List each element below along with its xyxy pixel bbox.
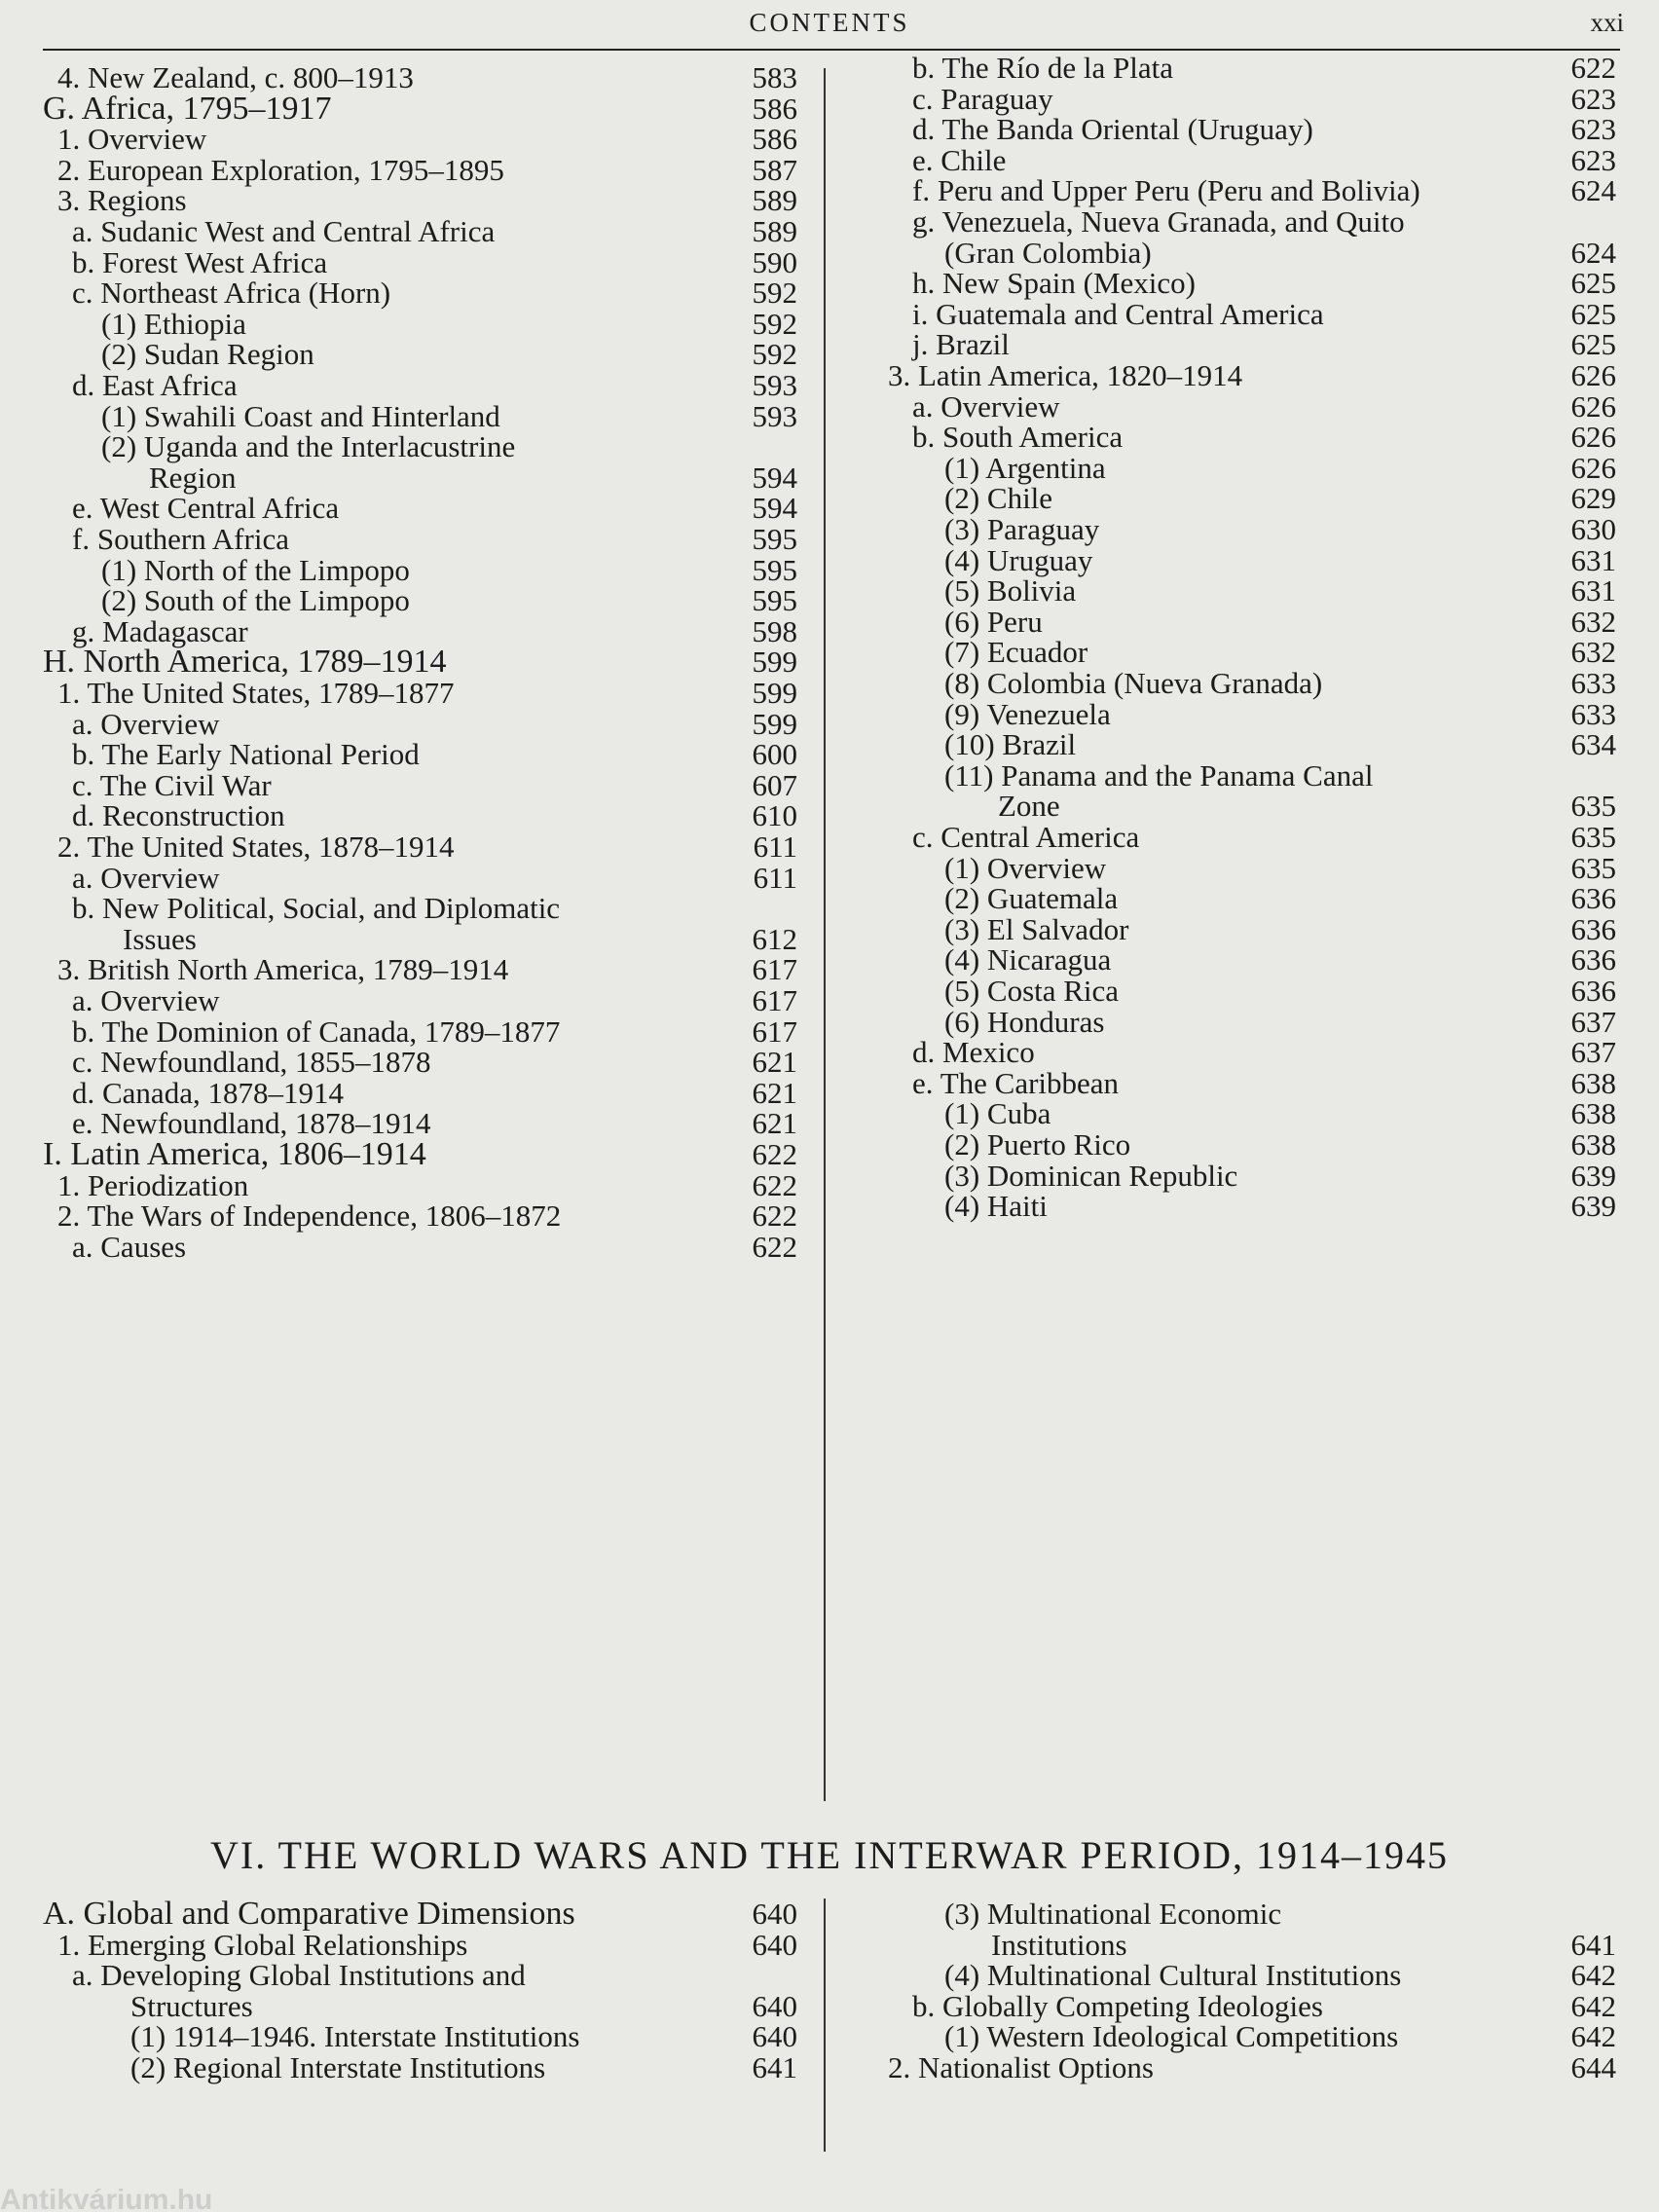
toc-page-number: 626 (1570, 420, 1616, 455)
toc-page-number: 595 (752, 522, 797, 556)
toc-page-number: 639 (1570, 1158, 1616, 1193)
toc-entry: (3) Multinational Economic (944, 1897, 1282, 1931)
toc-entry: (1) Swahili Coast and Hinterland (101, 398, 500, 433)
toc-page-number: 607 (752, 767, 797, 802)
toc-entry: (6) Peru (944, 604, 1043, 639)
toc-entry: (4) Haiti (944, 1189, 1048, 1224)
page-number: xxi (1590, 8, 1624, 37)
toc-left-column (43, 60, 797, 1813)
toc-entry: b. New Political, Social, and Diplomatic (72, 891, 561, 926)
toc-page-number: 635 (1570, 820, 1616, 854)
toc-entry: (3) Paraguay (944, 512, 1100, 546)
toc-entry: a. Sudanic West and Central Africa (72, 214, 496, 248)
toc-entry: (11) Panama and the Panama Canal (944, 757, 1374, 793)
toc-entry: d. East Africa (72, 368, 238, 402)
toc-entry: 1. Periodization (57, 1167, 249, 1202)
toc-entry: e. Chile (912, 142, 1007, 177)
toc-entry: b. Globally Competing Ideologies (912, 1988, 1323, 2023)
toc-page-number: 592 (752, 337, 797, 372)
toc-entry: (2) Sudan Region (101, 337, 314, 372)
toc-entry: a. Overview (912, 388, 1060, 424)
toc-page-number: 621 (752, 1075, 797, 1110)
toc-entry: d. Canada, 1878–1914 (72, 1075, 344, 1110)
toc-entry: (5) Bolivia (944, 573, 1077, 608)
toc-page-number: 589 (752, 214, 797, 248)
toc-page-number: 622 (1570, 51, 1616, 85)
toc-page-number: 589 (752, 183, 797, 218)
toc-page-number: 625 (1570, 327, 1616, 362)
toc-entry: 3. Regions (57, 183, 187, 218)
toc-entry: (8) Colombia (Nueva Granada) (944, 666, 1323, 700)
toc-page-number: 632 (1570, 604, 1616, 639)
toc-page-number: 633 (1570, 696, 1616, 731)
toc-entry: (5) Costa Rica (944, 974, 1120, 1008)
toc-entry: c. The Civil War (72, 767, 272, 802)
toc-page-number: 617 (752, 952, 797, 987)
toc-entry: 4. New Zealand, c. 800–1913 (57, 60, 414, 94)
toc-entry: c. Paraguay (912, 81, 1053, 116)
toc-entry: (4) Nicaragua (944, 942, 1112, 977)
toc-page-number: 594 (752, 460, 797, 495)
toc-entry: (Gran Colombia) (944, 235, 1152, 270)
toc-page-number: 640 (752, 2019, 797, 2054)
toc-page-number: 623 (1570, 81, 1616, 116)
toc-entry: (2) Puerto Rico (944, 1127, 1131, 1161)
toc-entry: Zone (998, 789, 1060, 824)
toc-page-number: 644 (1570, 2050, 1616, 2084)
toc-page-number: 622 (752, 1198, 797, 1234)
toc-page-number: 637 (1570, 1004, 1616, 1039)
toc-page-number: 630 (1570, 512, 1616, 546)
toc-entry: f. Southern Africa (72, 522, 289, 556)
toc-page-number: 617 (752, 983, 797, 1017)
toc-entry: g. Venezuela, Nueva Granada, and Quito (912, 204, 1405, 239)
toc-entry: (2) Guatemala (944, 881, 1119, 916)
toc-page-number: 640 (752, 1927, 797, 1962)
toc-entry: A. Global and Comparative Dimensions (43, 1896, 575, 1932)
toc-page-number: 617 (752, 1014, 797, 1049)
toc-entry: g. Madagascar (72, 613, 248, 648)
toc-page-number: 611 (753, 830, 797, 864)
toc-page-number: 586 (752, 122, 797, 157)
toc-entry: e. Newfoundland, 1878–1914 (72, 1106, 431, 1141)
toc-entry: d. Mexico (912, 1035, 1035, 1070)
toc-bottom-left-column (43, 1897, 797, 2169)
toc-page-number: 587 (752, 152, 797, 187)
toc-entry: b. The Early National Period (72, 737, 420, 772)
toc-page-number: 611 (753, 860, 797, 895)
toc-page-number: 636 (1570, 911, 1616, 946)
toc-entry: 2. Nationalist Options (888, 2050, 1154, 2084)
toc-page-number: 625 (1570, 296, 1616, 331)
toc-page-number: 639 (1570, 1189, 1616, 1224)
toc-page-number: 636 (1570, 942, 1616, 977)
toc-page-number: 623 (1570, 142, 1616, 177)
toc-page-number: 594 (752, 491, 797, 526)
toc-entry: H. North America, 1789–1914 (43, 644, 447, 681)
toc-page-number: 641 (1570, 1927, 1616, 1962)
toc-page-number: 641 (752, 2050, 797, 2084)
toc-page-number: 629 (1570, 481, 1616, 516)
toc-entry: b. The Río de la Plata (912, 51, 1174, 85)
watermark: Antikvárium.hu (0, 2189, 213, 2212)
toc-entry: a. Overview (72, 860, 220, 895)
toc-page-number: 593 (752, 398, 797, 433)
toc-entry: Structures (130, 1988, 253, 2023)
toc-entry: (2) South of the Limpopo (101, 583, 410, 618)
toc-page-number: 638 (1570, 1096, 1616, 1131)
toc-page-number: 631 (1570, 542, 1616, 577)
toc-page-number: 635 (1570, 850, 1616, 885)
toc-entry: (4) Uruguay (944, 542, 1093, 577)
toc-entry: (1) Cuba (944, 1096, 1051, 1131)
toc-entry: (3) Dominican Republic (944, 1158, 1238, 1193)
toc-page-number: 612 (752, 921, 797, 956)
toc-page-number: 610 (752, 798, 797, 833)
toc-page-number: 631 (1570, 573, 1616, 608)
toc-page-number: 599 (752, 645, 797, 680)
toc-entry: a. Overview (72, 983, 220, 1017)
toc-entry: 1. Emerging Global Relationships (57, 1927, 468, 1962)
toc-entry: b. The Dominion of Canada, 1789–1877 (72, 1014, 561, 1049)
toc-entry: b. Forest West Africa (72, 244, 328, 279)
toc-entry: j. Brazil (912, 327, 1010, 362)
part-title: VI. THE WORLD WARS AND THE INTERWAR PERIOD, 1914–1945 (210, 1833, 1449, 1877)
toc-entry: a. Causes (72, 1229, 187, 1264)
toc-entry: (6) Honduras (944, 1004, 1105, 1039)
toc-entry: e. The Caribbean (912, 1065, 1120, 1100)
toc-page-number: 583 (752, 60, 797, 94)
toc-page-number: 638 (1570, 1065, 1616, 1100)
toc-entry: 3. British North America, 1789–1914 (57, 952, 509, 987)
toc-entry: Issues (123, 921, 197, 956)
toc-page-number: 598 (752, 613, 797, 648)
toc-page-number: 638 (1570, 1127, 1616, 1161)
toc-entry: 2. The United States, 1878–1914 (57, 830, 455, 864)
toc-entry: e. West Central Africa (72, 491, 340, 526)
toc-entry: 1. Overview (57, 122, 207, 157)
toc-page-number: 623 (1570, 112, 1616, 147)
toc-page-number: 636 (1570, 881, 1616, 916)
toc-entry: 2. European Exploration, 1795–1895 (57, 152, 504, 187)
toc-page-number: 642 (1570, 1988, 1616, 2023)
toc-entry: a. Developing Global Institutions and (72, 1958, 526, 1993)
toc-entry: (9) Venezuela (944, 696, 1111, 731)
toc-entry: 2. The Wars of Independence, 1806–1872 (57, 1198, 562, 1234)
toc-page-number: 622 (752, 1167, 797, 1202)
toc-page-number: 632 (1570, 635, 1616, 670)
toc-entry: (2) Regional Interstate Institutions (130, 2050, 546, 2084)
toc-page-number: 595 (752, 552, 797, 587)
toc-page-number: 642 (1570, 1958, 1616, 1993)
toc-page-number: 625 (1570, 266, 1616, 301)
toc-page-number: 622 (752, 1229, 797, 1264)
toc-entry: c. Newfoundland, 1855–1878 (72, 1045, 431, 1080)
toc-entry: (4) Multinational Cultural Institutions (944, 1958, 1402, 1993)
toc-bottom-right-column (868, 1897, 1623, 2169)
toc-entry: (3) El Salvador (944, 911, 1129, 946)
toc-entry: G. Africa, 1795–1917 (43, 90, 332, 127)
toc-page-number: 626 (1570, 388, 1616, 424)
toc-page-number: 622 (752, 1137, 797, 1171)
toc-entry: d. Reconstruction (72, 798, 285, 833)
toc-entry: (1) Overview (944, 850, 1107, 885)
toc-page-number: 592 (752, 306, 797, 341)
toc-page-number: 637 (1570, 1035, 1616, 1070)
toc-entry: (1) 1914–1946. Interstate Institutions (130, 2019, 580, 2054)
toc-entry: (2) Chile (944, 481, 1053, 516)
toc-entry: c. Central America (912, 820, 1140, 854)
toc-page-number: 626 (1570, 358, 1616, 392)
toc-page-number: 593 (752, 368, 797, 402)
toc-page-number: 636 (1570, 974, 1616, 1008)
toc-entry: (7) Ecuador (944, 635, 1088, 670)
toc-page-number: 600 (752, 737, 797, 772)
toc-page-number: 635 (1570, 789, 1616, 824)
toc-page-number: 642 (1570, 2019, 1616, 2054)
toc-page-number: 624 (1570, 235, 1616, 270)
toc-entry: (1) Argentina (944, 450, 1106, 485)
toc-entry: 3. Latin America, 1820–1914 (888, 358, 1243, 392)
toc-entry: Institutions (991, 1927, 1127, 1962)
toc-entry: I. Latin America, 1806–1914 (43, 1136, 426, 1172)
toc-page-number: 621 (752, 1045, 797, 1080)
toc-page-number: 599 (752, 706, 797, 741)
toc-page-number: 592 (752, 276, 797, 311)
toc-entry: a. Overview (72, 706, 220, 741)
toc-page-number: 633 (1570, 666, 1616, 700)
toc-page-number: 621 (752, 1106, 797, 1141)
toc-entry: Region (149, 460, 237, 495)
toc-page-number: 626 (1570, 450, 1616, 485)
toc-page-number: 590 (752, 244, 797, 279)
toc-entry: b. South America (912, 420, 1124, 455)
column-divider-bottom (824, 1899, 826, 2152)
toc-entry: c. Northeast Africa (Horn) (72, 276, 391, 311)
running-header-title: CONTENTS (749, 8, 910, 37)
toc-page-number: 640 (752, 1988, 797, 2023)
toc-entry: d. The Banda Oriental (Uruguay) (912, 112, 1313, 147)
toc-page-number: 624 (1570, 173, 1616, 208)
toc-right-column (868, 51, 1623, 1803)
toc-entry: (1) Western Ideological Competitions (944, 2019, 1399, 2054)
toc-entry: (2) Uganda and the Interlacustrine (101, 429, 516, 464)
column-divider (824, 68, 826, 1801)
toc-entry: (10) Brazil (944, 727, 1077, 762)
toc-entry: (1) North of the Limpopo (101, 552, 410, 587)
toc-page-number: 586 (752, 91, 797, 126)
toc-page-number: 634 (1570, 727, 1616, 762)
toc-entry: (1) Ethiopia (101, 306, 246, 341)
toc-entry: h. New Spain (Mexico) (912, 266, 1196, 301)
toc-page-number: 599 (752, 676, 797, 710)
toc-entry: f. Peru and Upper Peru (Peru and Bolivia) (912, 173, 1420, 208)
toc-page-number: 640 (752, 1897, 797, 1931)
toc-entry: i. Guatemala and Central America (912, 296, 1324, 331)
toc-entry: 1. The United States, 1789–1877 (57, 676, 455, 710)
toc-page-number: 595 (752, 583, 797, 618)
